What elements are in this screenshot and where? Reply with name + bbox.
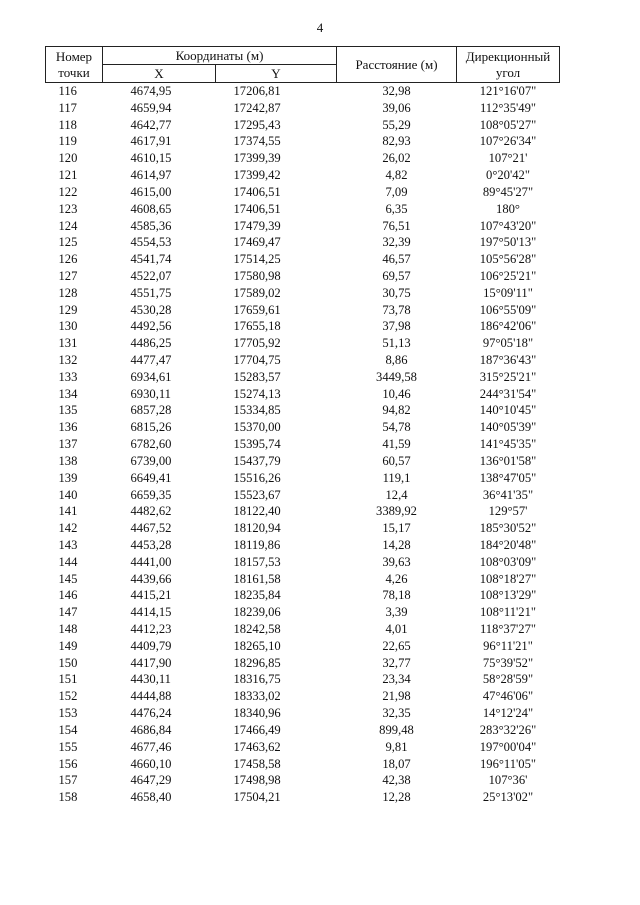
point-number-cell: 118 [58,117,77,132]
y-coordinate-cell: 17504,21 [233,790,281,805]
x-coordinate-cell: 4647,29 [130,773,172,788]
point-number-cell: 140 [58,487,78,502]
direction-angle-cell: 14°12'24" [482,706,534,721]
point-number-cell: 152 [58,689,78,704]
direction-angle-cell: 196°11'05" [479,756,537,771]
y-coordinate-cell: 15334,85 [233,403,281,418]
distance-cell: 15,17 [382,521,411,536]
direction-angle-cell: 129°57' [488,504,528,519]
table-row [46,537,560,554]
direction-angle-cell: 108°05'27" [479,117,537,132]
distance-cell: 60,57 [382,453,411,468]
y-coordinate-cell: 17399,42 [233,168,281,183]
point-number-cell: 121 [58,168,78,183]
table-row [46,150,560,167]
table-row [46,302,560,319]
table-row [46,419,560,436]
y-coordinate-cell: 15437,79 [233,453,281,468]
point-number-cell: 149 [58,638,78,653]
x-coordinate-cell: 4439,66 [130,571,172,586]
y-coordinate-cell: 15274,13 [233,386,281,401]
y-coordinate-cell: 17580,98 [233,268,281,283]
point-number-cell: 153 [58,706,78,721]
y-coordinate-cell: 18316,75 [233,672,281,687]
direction-angle-cell: 118°37'27" [479,622,537,636]
direction-angle-cell: 315°25'21" [479,369,537,384]
direction-angle-cell: 106°25'21" [479,268,537,283]
distance-cell: 30,75 [382,285,411,300]
header-point-number: Номер точки [46,47,103,83]
distance-cell: 55,29 [382,117,411,132]
y-coordinate-cell: 17374,55 [233,134,281,149]
table-row [46,520,560,537]
table-row [46,772,560,789]
point-number-cell: 158 [58,790,78,805]
point-number-cell: 128 [58,285,78,300]
point-number-cell: 124 [58,218,78,233]
x-coordinate-cell: 6934,61 [130,369,172,384]
x-coordinate-cell: 4415,21 [130,588,172,603]
y-coordinate-cell: 18333,02 [233,689,281,704]
distance-cell: 4,01 [385,622,408,636]
header-direction-angle: Дирекционный угол [457,47,560,83]
table-row [46,453,560,470]
y-coordinate-cell: 18242,58 [233,622,281,636]
point-number-cell: 141 [58,504,78,519]
direction-angle-cell: 36°41'35" [482,487,534,502]
table-row [46,705,560,722]
table-row [46,571,560,588]
distance-cell: 39,06 [382,100,411,115]
table-row [46,386,560,403]
distance-cell: 42,38 [382,773,411,788]
direction-angle-cell: 197°00'04" [479,739,537,754]
distance-cell: 76,51 [382,218,411,233]
table-row [46,133,560,150]
table-row [46,655,560,672]
distance-cell: 32,77 [382,655,411,670]
point-number-cell: 138 [58,453,78,468]
y-coordinate-cell: 15370,00 [233,420,281,435]
x-coordinate-cell: 4642,77 [130,117,172,132]
y-coordinate-cell: 18296,85 [233,655,281,670]
direction-angle-cell: 136°01'58" [479,453,537,468]
x-coordinate-cell: 4660,10 [130,756,172,771]
y-coordinate-cell: 17242,87 [233,100,281,115]
direction-angle-cell: 186°42'06" [479,319,537,334]
y-coordinate-cell: 17295,43 [233,117,281,132]
direction-angle-cell: 121°16'07" [479,84,537,98]
table-row [46,739,560,756]
distance-cell: 3449,58 [376,369,417,384]
distance-cell: 41,59 [382,437,411,452]
point-number-cell: 146 [58,588,78,603]
y-coordinate-cell: 15395,74 [233,437,281,452]
point-number-cell: 147 [58,605,78,620]
y-coordinate-cell: 15516,26 [233,470,281,485]
table-row [46,234,560,251]
distance-cell: 22,65 [382,638,411,653]
point-number-cell: 144 [58,554,78,569]
x-coordinate-cell: 4674,95 [130,84,172,98]
table-row [46,756,560,773]
direction-angle-cell: 138°47'05" [479,470,537,485]
header-coordinates: Координаты (м) [103,47,337,65]
point-number-cell: 143 [58,537,78,552]
x-coordinate-cell: 4453,28 [130,537,172,552]
header-distance: Расстояние (м) [337,47,457,83]
y-coordinate-cell: 17466,49 [233,722,281,737]
distance-cell: 32,35 [382,706,411,721]
distance-cell: 39,63 [382,554,411,569]
distance-cell: 6,35 [385,201,408,216]
direction-angle-cell: 25°13'02" [482,790,534,805]
table-row [46,621,560,638]
y-coordinate-cell: 17659,61 [233,302,281,317]
distance-cell: 73,78 [382,302,411,317]
direction-angle-cell: 96°11'21" [483,638,533,653]
table-row [46,402,560,419]
table-row [46,604,560,621]
table-row [46,470,560,487]
y-coordinate-cell: 17469,47 [233,235,281,250]
y-coordinate-cell: 18120,94 [233,521,281,536]
point-number-cell: 125 [58,235,78,250]
y-coordinate-cell: 15283,57 [233,369,281,384]
table-row [46,268,560,285]
table-row [46,638,560,655]
x-coordinate-cell: 4615,00 [130,184,172,199]
distance-cell: 94,82 [382,403,411,418]
point-number-cell: 154 [58,722,78,737]
point-number-cell: 132 [58,353,78,367]
point-number-cell: 119 [58,134,77,149]
point-number-cell: 131 [58,336,78,351]
direction-angle-cell: 105°56'28" [479,252,537,267]
x-coordinate-cell: 6739,00 [130,453,172,468]
point-number-cell: 142 [58,521,78,536]
point-number-cell: 116 [58,84,77,98]
point-number-cell: 133 [58,369,78,384]
x-coordinate-cell: 4430,11 [130,672,171,687]
x-coordinate-cell: 4617,91 [130,134,172,149]
y-coordinate-cell: 17479,39 [233,218,281,233]
table-row [46,335,560,352]
x-coordinate-cell: 4441,00 [130,554,172,569]
y-coordinate-cell: 17705,92 [233,336,281,351]
distance-cell: 51,13 [382,336,411,351]
coordinates-table [45,46,560,806]
y-coordinate-cell: 18119,86 [233,537,281,552]
direction-angle-cell: 187°36'43" [479,353,537,367]
direction-angle-cell: 108°18'27" [479,571,537,586]
x-coordinate-cell: 6649,41 [130,470,172,485]
y-coordinate-cell: 17458,58 [233,756,281,771]
point-number-cell: 134 [58,386,78,401]
point-number-cell: 126 [58,252,78,267]
point-number-cell: 155 [58,739,78,754]
point-number-cell: 130 [58,319,78,334]
x-coordinate-cell: 4492,56 [130,319,172,334]
distance-cell: 4,26 [385,571,408,586]
direction-angle-cell: 107°21' [488,151,528,166]
table-row [46,554,560,571]
direction-angle-cell: 283°32'26" [479,722,537,737]
y-coordinate-cell: 17704,75 [233,353,281,367]
x-coordinate-cell: 4610,15 [130,151,172,166]
distance-cell: 32,39 [382,235,411,250]
distance-cell: 14,28 [382,537,411,552]
distance-cell: 12,4 [385,487,408,502]
y-coordinate-cell: 17655,18 [233,319,281,334]
x-coordinate-cell: 4482,62 [130,504,172,519]
direction-angle-cell: 197°50'13" [479,235,537,250]
y-coordinate-cell: 17498,98 [233,773,281,788]
distance-cell: 7,09 [385,184,408,199]
point-number-cell: 150 [58,655,78,670]
direction-angle-cell: 107°43'20" [479,218,537,233]
x-coordinate-cell: 4541,74 [130,252,172,267]
distance-cell: 4,82 [385,168,408,183]
y-coordinate-cell: 17206,81 [233,84,281,98]
x-coordinate-cell: 4608,65 [130,201,172,216]
x-coordinate-cell: 4677,46 [130,739,172,754]
direction-angle-cell: 89°45'27" [482,184,534,199]
direction-angle-cell: 180° [496,201,520,216]
table-row [46,285,560,302]
point-number-cell: 123 [58,201,78,216]
direction-angle-cell: 184°20'48" [479,537,537,552]
y-coordinate-cell: 18122,40 [233,504,281,519]
y-coordinate-cell: 17589,02 [233,285,281,300]
direction-angle-cell: 108°13'29" [479,588,537,603]
x-coordinate-cell: 6857,28 [130,403,172,418]
point-number-cell: 148 [58,622,78,636]
header-x: X [103,65,216,83]
x-coordinate-cell: 4551,75 [130,285,172,300]
x-coordinate-cell: 4530,28 [130,302,172,317]
point-number-cell: 157 [58,773,78,788]
table-row [46,789,560,806]
x-coordinate-cell: 4614,97 [130,168,172,183]
y-coordinate-cell: 18161,58 [233,571,281,586]
direction-angle-cell: 97°05'18" [482,336,534,351]
distance-cell: 18,07 [382,756,411,771]
point-number-cell: 127 [58,268,78,283]
table-row [46,117,560,134]
point-number-cell: 135 [58,403,78,418]
table-row [46,671,560,688]
x-coordinate-cell: 6815,26 [130,420,172,435]
point-number-cell: 139 [58,470,78,485]
direction-angle-cell: 107°26'34" [479,134,537,149]
table-row [46,503,560,520]
point-number-cell: 145 [58,571,78,586]
distance-cell: 12,28 [382,790,411,805]
x-coordinate-cell: 6930,11 [130,386,171,401]
distance-cell: 37,98 [382,319,411,334]
table-header [46,47,560,83]
y-coordinate-cell: 17399,39 [233,151,281,166]
distance-cell: 21,98 [382,689,411,704]
direction-angle-cell: 108°03'09" [479,554,537,569]
table-row [46,184,560,201]
distance-cell: 46,57 [382,252,411,267]
header-y: Y [216,65,337,83]
distance-cell: 3389,92 [376,504,417,519]
table-row [46,83,560,100]
y-coordinate-cell: 18265,10 [233,638,281,653]
distance-cell: 899,48 [379,722,414,737]
table-row [46,352,560,369]
point-number-cell: 117 [58,100,77,115]
direction-angle-cell: 244°31'54" [479,386,537,401]
distance-cell: 119,1 [382,470,411,485]
point-number-cell: 120 [58,151,78,166]
direction-angle-cell: 0°20'42" [486,168,530,183]
y-coordinate-cell: 17406,51 [233,184,281,199]
page-number: 4 [316,20,324,35]
direction-angle-cell: 15°09'11" [483,285,533,300]
direction-angle-cell: 106°55'09" [479,302,537,317]
distance-cell: 82,93 [382,134,411,149]
y-coordinate-cell: 18239,06 [233,605,281,620]
x-coordinate-cell: 4409,79 [130,638,172,653]
point-number-cell: 156 [58,756,78,771]
x-coordinate-cell: 4477,47 [130,353,172,367]
distance-cell: 78,18 [382,588,411,603]
direction-angle-cell: 141°45'35" [479,437,537,452]
table-row [46,201,560,218]
point-number-cell: 151 [58,672,78,687]
distance-cell: 23,34 [382,672,411,687]
table-row [46,436,560,453]
y-coordinate-cell: 15523,67 [233,487,281,502]
point-number-cell: 122 [58,184,78,199]
x-coordinate-cell: 4659,94 [130,100,172,115]
x-coordinate-cell: 4486,25 [130,336,172,351]
x-coordinate-cell: 4414,15 [130,605,172,620]
direction-angle-cell: 75°39'52" [482,655,534,670]
x-coordinate-cell: 4417,90 [130,655,172,670]
distance-cell: 10,46 [382,386,411,401]
point-number-cell: 129 [58,302,78,317]
y-coordinate-cell: 17463,62 [233,739,281,754]
y-coordinate-cell: 18235,84 [233,588,281,603]
direction-angle-cell: 58°28'59" [482,672,534,687]
direction-angle-cell: 185°30'52" [479,521,537,536]
direction-angle-cell: 47°46'06" [482,689,534,704]
table-row [46,218,560,235]
distance-cell: 26,02 [382,151,411,166]
point-number-cell: 137 [58,437,78,452]
distance-cell: 9,81 [385,739,408,754]
direction-angle-cell: 107°36' [488,773,528,788]
table-row [46,167,560,184]
table-row [46,251,560,268]
x-coordinate-cell: 4686,84 [130,722,172,737]
table-row [46,587,560,604]
x-coordinate-cell: 4585,36 [130,218,172,233]
distance-cell: 3,39 [385,605,408,620]
x-coordinate-cell: 4476,24 [130,706,172,721]
y-coordinate-cell: 18157,53 [233,554,281,569]
table-row [46,688,560,705]
x-coordinate-cell: 4658,40 [130,790,172,805]
y-coordinate-cell: 17406,51 [233,201,281,216]
x-coordinate-cell: 4412,23 [130,622,172,636]
point-number-cell: 136 [58,420,78,435]
x-coordinate-cell: 4444,88 [130,689,172,704]
distance-cell: 69,57 [382,268,411,283]
table-body [46,83,560,806]
table-row [46,722,560,739]
x-coordinate-cell: 4467,52 [130,521,172,536]
x-coordinate-cell: 6782,60 [130,437,172,452]
table-row [46,369,560,386]
x-coordinate-cell: 6659,35 [130,487,172,502]
x-coordinate-cell: 4554,53 [130,235,172,250]
table-row [46,487,560,504]
direction-angle-cell: 140°05'39" [479,420,537,435]
y-coordinate-cell: 18340,96 [233,706,281,721]
direction-angle-cell: 112°35'49" [479,100,537,115]
distance-cell: 32,98 [382,84,411,98]
direction-angle-cell: 140°10'45" [479,403,537,418]
y-coordinate-cell: 17514,25 [233,252,281,267]
distance-cell: 8,86 [385,353,408,367]
table-row [46,100,560,117]
table-row [46,318,560,335]
distance-cell: 54,78 [382,420,411,435]
x-coordinate-cell: 4522,07 [130,268,172,283]
direction-angle-cell: 108°11'21" [479,605,537,620]
